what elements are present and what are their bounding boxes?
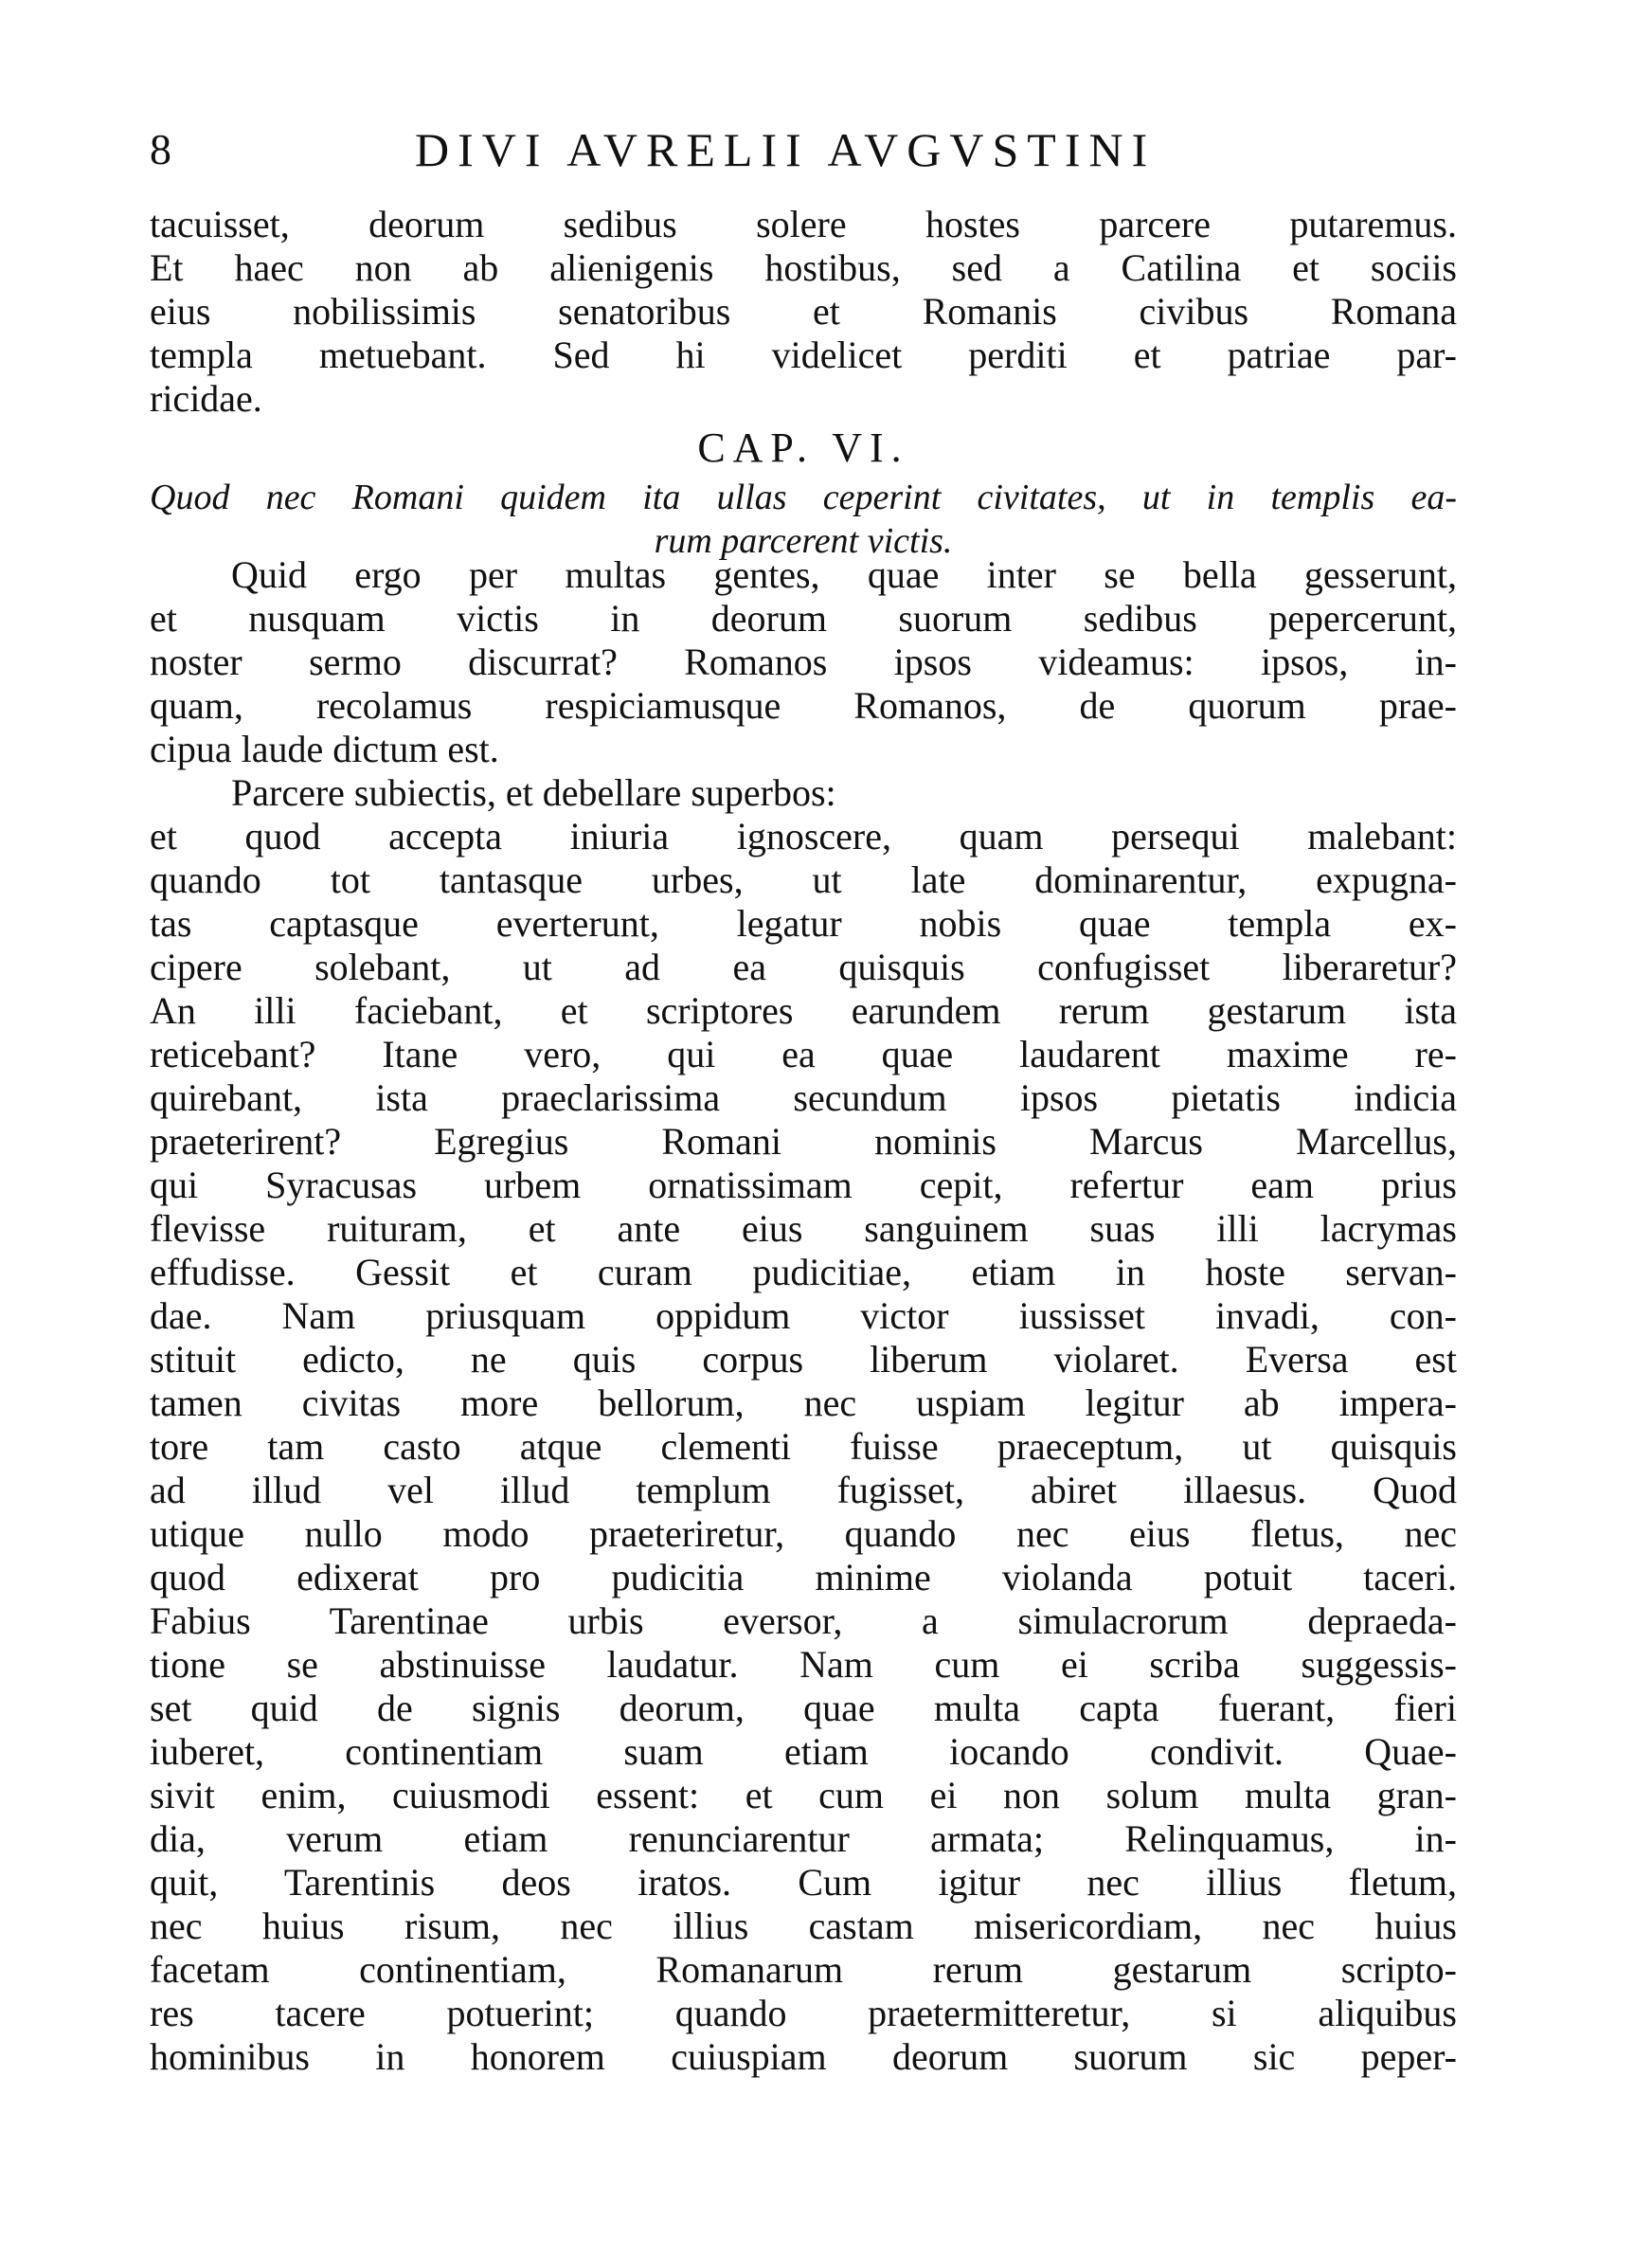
text-line: nec huius risum, nec illius castam misericordiam, nec huius [150,1905,1457,1947]
text-line: et quod accepta iniuria ignoscere, quam persequi malebant: [150,815,1457,858]
text-line: quit, Tarentinis deos iratos. Cum igitur nec illius fletum, [150,1861,1457,1904]
text-line: qui Syracusas urbem ornatissimam cepit, refertur eam prius [150,1164,1457,1206]
text-line: eius nobilissimis senatoribus et Romanis civibus Romana [150,290,1457,333]
text-line: set quid de signis deorum, quae multa capta fuerant, fieri [150,1687,1457,1729]
chapter-body [150,553,1457,2079]
text-line: tacuisset, deorum sedibus solere hostes parcere putaremus. [150,203,1457,245]
text-line: sivit enim, cuiusmodi essent: et cum ei non solum multa gran- [150,1774,1457,1816]
page-header [150,121,1476,178]
text-line: dae. Nam priusquam oppidum victor iussisset invadi, con- [150,1294,1457,1337]
text-line: stituit edicto, ne quis corpus liberum violaret. Eversa est [150,1338,1457,1381]
text-line: tas captasque everterunt, legatur nobis quae templa ex- [150,902,1457,945]
page-number: 8 [150,125,171,173]
text-line: ricidae. [150,377,262,420]
text-line: iuberet, continentiam suam etiam iocando condivit. Quae- [150,1730,1457,1773]
text-line: facetam continentiam, Romanarum rerum gestarum scripto- [150,1948,1457,1991]
text-line: tione se abstinuisse laudatur. Nam cum ei scriba suggessis- [150,1643,1457,1686]
text-line: praeterirent? Egregius Romani nominis Marcus Marcellus, [150,1120,1457,1163]
text-line: Quid ergo per multas gentes, quae inter se bella gesserunt, [231,553,1457,596]
chapter-summary [150,476,1457,563]
text-line: utique nullo modo praeteriretur, quando nec eius fletus, nec [150,1512,1457,1555]
text-line: dia, verum etiam renunciarentur armata; Relinquamus, in- [150,1817,1457,1860]
text-line: res tacere potuerint; quando praetermitteretur, si aliquibus [150,1992,1457,2034]
text-line: Et haec non ab alienigenis hostibus, sed a Catilina et sociis [150,246,1457,289]
text-line: et nusquam victis in deorum suorum sedibus pepercerunt, [150,597,1457,640]
text-line: effudisse. Gessit et curam pudicitiae, etiam in hoste servan- [150,1251,1457,1293]
text-line: tamen civitas more bellorum, nec uspiam legitur ab impera- [150,1381,1457,1424]
text-line: reticebant? Itane vero, qui ea quae laudarent maxime re- [150,1033,1457,1075]
text-line: quirebant, ista praeclarissima secundum ipsos pietatis indicia [150,1076,1457,1119]
text-line: tore tam casto atque clementi fuisse praeceptum, ut quisquis [150,1425,1457,1468]
text-line: Fabius Tarentinae urbis eversor, a simulacrorum depraeda- [150,1599,1457,1642]
summary-line: Quod nec Romani quidem ita ullas ceperint civitates, ut in templis ea- [150,478,1457,517]
text-line: ad illud vel illud templum fugisset, abiret illaesus. Quod [150,1469,1457,1511]
text-line: quam, recolamus respiciamusque Romanos, de quorum prae- [150,684,1457,727]
text-line: cipere solebant, ut ad ea quisquis confugisset liberaretur? [150,946,1457,988]
text-line: noster sermo discurrat? Romanos ipsos videamus: ipsos, in- [150,641,1457,683]
text-line: flevisse ruituram, et ante eius sanguinem suas illi lacrymas [150,1207,1457,1250]
text-line: cipua laude dictum est. [150,728,499,770]
chapter-heading: CAP. VI. [697,424,909,471]
running-title: DIVI AVRELII AVGVSTINI [415,123,1157,176]
text-line: quod edixerat pro pudicitia minime violanda potuit taceri. [150,1556,1457,1598]
text-line: templa metuebant. Sed hi videlicet perditi et patriae par- [150,334,1457,376]
summary-line: rum parcerent victis. [654,521,953,561]
text-line: quando tot tantasque urbes, ut late dominarentur, expugna- [150,858,1457,901]
verse-quotation: Parcere subiectis, et debellare superbos: [231,771,836,814]
text-line: hominibus in honorem cuiuspiam deorum suorum sic peper- [150,2035,1457,2078]
text-line: An illi faciebant, et scriptores earundem rerum gestarum ista [150,989,1457,1032]
intro-paragraph [150,203,1457,421]
